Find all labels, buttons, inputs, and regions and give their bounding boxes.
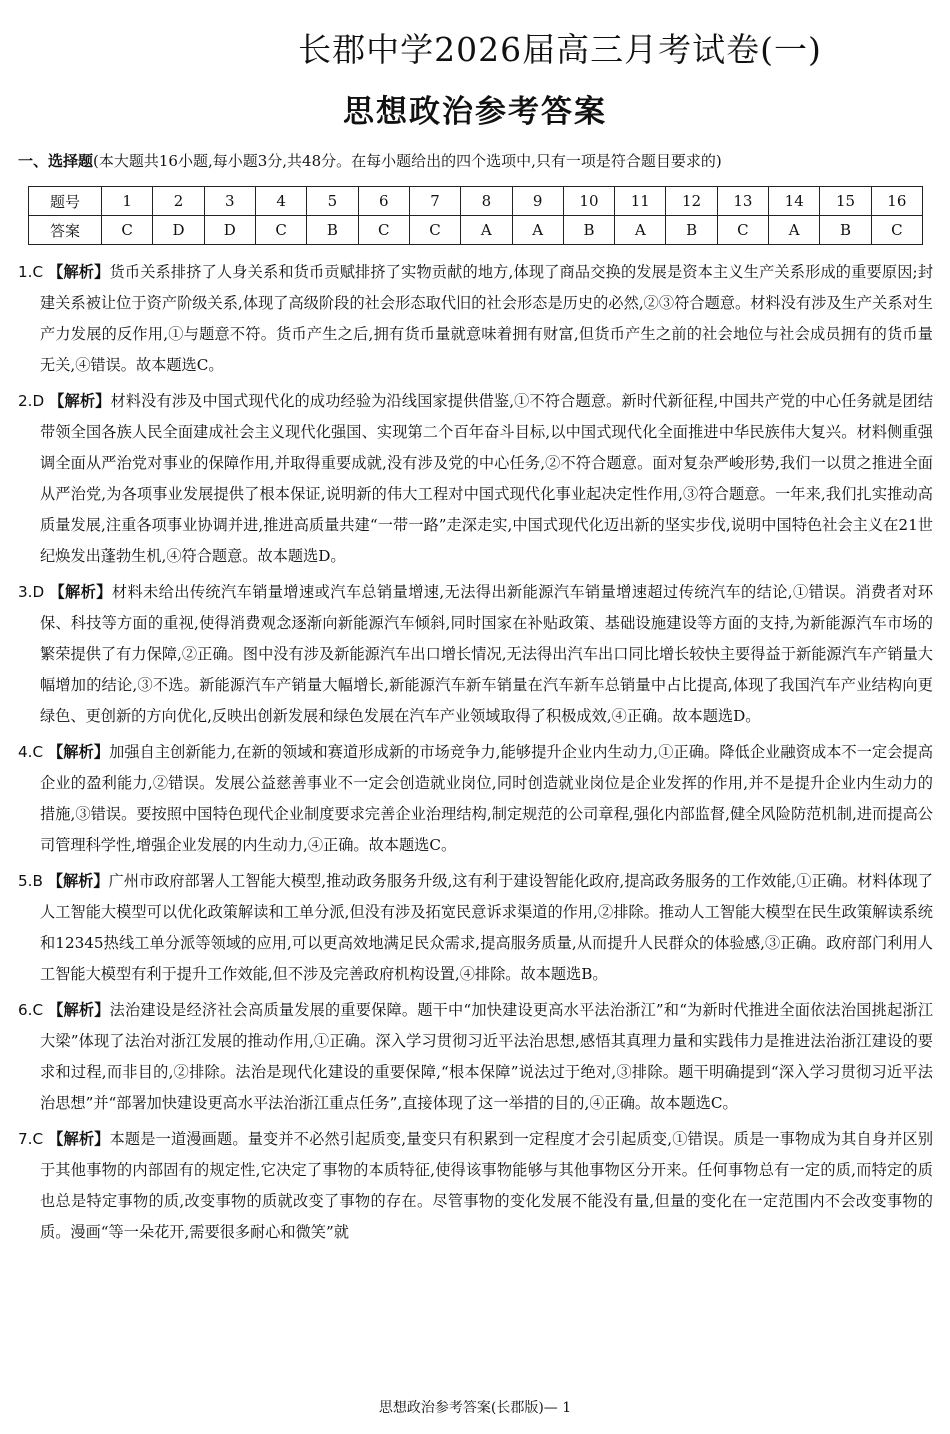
question-number: 1 bbox=[102, 187, 153, 216]
question-number: 11 bbox=[615, 187, 666, 216]
item-text: 本题是一道漫画题。量变并不必然引起质变,量变只有积累到一定程度才会引起质变,①错误。质是一事物成为其自身并区别于其他事物的内部固有的规定性,它决定了事物的本质特征,使得该事物能够与其他事物区分开来。任何事物总有一定的质,而特定的质也总是特定事物的质,改变事物的质就改变了事物的存在。尽管事物的变化发展不能没有量,但量的变化在一定范围内不会改变事物的质。漫画“等一朵花开,需要很多耐心和微笑”就 bbox=[40, 1130, 934, 1241]
question-number: 5 bbox=[307, 187, 358, 216]
answer-table bbox=[28, 186, 923, 245]
section-heading-label: 一、选择题 bbox=[18, 152, 94, 170]
analysis-tag: 【解析】 bbox=[48, 263, 110, 281]
analysis-tag: 【解析】 bbox=[48, 743, 110, 761]
explanation-item bbox=[18, 386, 933, 572]
question-number: 13 bbox=[717, 187, 768, 216]
item-text: 材料未给出传统汽车销量增速或汽车总销量增速,无法得出新能源汽车销量增速超过传统汽车的结论,①错误。消费者对环保、科技等方面的重视,使得消费观念逐渐向新能源汽车倾斜,同时国家在补贴政策、基础设施建设等方面的支持,为新能源汽车市场的繁荣提供了有力保障,②正确。图中没有涉及新能源汽车出口增长情况,无法得出汽车出口同比增长较快主要得益于新能源汽车产销量大幅增加的结论,③不选。新能源汽车产销量大幅增长,新能源汽车新车销量在汽车新车总销量中占比提高,体现了我国汽车产业结构向更绿色、更创新的方向优化,反映出创新发展和绿色发展在汽车产业领域取得了积极成效,④正确。故本题选D。 bbox=[40, 583, 934, 725]
exam-title: 长郡中学2026届高三月考试卷(一) bbox=[298, 30, 822, 69]
analysis-tag: 【解析】 bbox=[49, 392, 111, 410]
item-prefix: 2.D bbox=[18, 392, 45, 410]
analysis-tag: 【解析】 bbox=[47, 872, 109, 890]
item-text: 材料没有涉及中国式现代化的成功经验为沿线国家提供借鉴,①不符合题意。新时代新征程,中国共产党的中心任务就是团结带领全国各族人民全面建成社会主义现代化强国、实现第二个百年奋斗目标,以中国式现代化全面推进中华民族伟大复兴。材料侧重强调全面从严治党对事业的保障作用,并取得重要成就,没有涉及党的中心任务,②不符合题意。面对复杂严峻形势,我们一以贯之推进全面从严治党,为各项事业发展提供了根本保证,说明新的伟大工程对中国式现代化事业起决定性作用,③符合题意。一年来,我们扎实推动高质量发展,注重各项事业协调并进,推进高质量共建“一带一路”走深走实,中国式现代化迈出新的坚实步伐,说明中国特色社会主义在21世纪焕发出蓬勃生机,④符合题意。故本题选D。 bbox=[40, 392, 934, 565]
item-text: 广州市政府部署人工智能大模型,推动政务服务升级,这有利于建设智能化政府,提高政务服务的工作效能,①正确。材料体现了人工智能大模型可以优化政策解读和工单分派,但没有涉及拓宽民意诉求渠道的作用,②排除。推动人工智能大模型在民生政策解读系统和12345热线工单分派等领域的应用,可以更高效地满足民众需求,提高服务质量,从而提升人民群众的体验感,③正确。政府部门利用人工智能大模型有利于提升工作效能,但不涉及完善政府机构设置,④排除。故本题选B。 bbox=[40, 872, 934, 983]
question-number: 6 bbox=[358, 187, 409, 216]
answer-cell: B bbox=[820, 216, 871, 245]
question-number: 15 bbox=[820, 187, 871, 216]
analysis-tag: 【解析】 bbox=[48, 1001, 110, 1019]
item-text: 加强自主创新能力,在新的领域和赛道形成新的市场竞争力,能够提升企业内生动力,①正确。降低企业融资成本不一定会提高企业的盈利能力,②错误。发展公益慈善事业不一定会创造就业岗位,同时创造就业岗位是企业发挥的作用,并不是提升企业内生动力的措施,③错误。要按照中国特色现代企业制度要求完善企业治理结构,制定规范的公司章程,强化内部监督,健全风险防范机制,进而提高公司管理科学性,增强企业发展的内生动力,④正确。故本题选C。 bbox=[40, 743, 934, 854]
answer-cell: B bbox=[666, 216, 717, 245]
question-number: 9 bbox=[512, 187, 563, 216]
answer-cell: D bbox=[204, 216, 255, 245]
answer-cell: C bbox=[717, 216, 768, 245]
item-prefix: 7.C bbox=[18, 1130, 44, 1148]
explanation-item bbox=[18, 866, 933, 990]
question-number: 7 bbox=[409, 187, 460, 216]
question-number: 10 bbox=[563, 187, 614, 216]
explanation-item bbox=[18, 257, 933, 381]
answer-cell: C bbox=[102, 216, 153, 245]
question-number: 16 bbox=[871, 187, 922, 216]
answer-cell: A bbox=[615, 216, 666, 245]
item-prefix: 1.C bbox=[18, 263, 44, 281]
explanation-list bbox=[18, 257, 933, 1248]
answer-cell: B bbox=[307, 216, 358, 245]
explanation-item bbox=[18, 1124, 933, 1248]
section-heading-note: (本大题共16小题,每小题3分,共48分。在每小题给出的四个选项中,只有一项是符合题目要求的) bbox=[93, 152, 722, 170]
question-number: 3 bbox=[204, 187, 255, 216]
answer-cell: C bbox=[871, 216, 922, 245]
explanation-item bbox=[18, 995, 933, 1119]
explanation-item bbox=[18, 737, 933, 861]
item-prefix: 5.B bbox=[18, 872, 43, 890]
question-number: 2 bbox=[153, 187, 204, 216]
answer-table-answer-row bbox=[29, 216, 923, 245]
question-number: 8 bbox=[461, 187, 512, 216]
answer-cell: C bbox=[409, 216, 460, 245]
item-text: 法治建设是经济社会高质量发展的重要保障。题干中“加快建设更高水平法治浙江”和“为新时代推进全面依法治国挑起浙江大梁”体现了法治对浙江发展的推动作用,①正确。深入学习贯彻习近平法治思想,感悟其真理力量和实践伟力是推进法治浙江建设的要求和过程,而非目的,②排除。法治是现代化建设的重要保障,“根本保障”说法过于绝对,③排除。题干明确提到“深入学习贯彻习近平法治思想”并“部署加快建设更高水平法治浙江重点任务”,直接体现了这一举措的目的,④正确。故本题选C。 bbox=[40, 1001, 934, 1112]
answer-cell: C bbox=[255, 216, 306, 245]
analysis-tag: 【解析】 bbox=[49, 583, 112, 601]
answer-cell: A bbox=[461, 216, 512, 245]
question-number: 12 bbox=[666, 187, 717, 216]
question-number: 14 bbox=[769, 187, 820, 216]
analysis-tag: 【解析】 bbox=[48, 1130, 110, 1148]
answer-cell: C bbox=[358, 216, 409, 245]
answer-cell: B bbox=[563, 216, 614, 245]
section-heading bbox=[18, 150, 938, 171]
page-footer: 思想政治参考答案(长郡版)— 1 bbox=[378, 1400, 572, 1416]
item-text: 货币关系排挤了人身关系和货币贡赋排挤了实物贡献的地方,体现了商品交换的发展是资本主义生产关系形成的重要原因;封建关系被让位于资产阶级关系,体现了高级阶段的社会形态取代旧的社会形态是历史的必然,②③符合题意。材料没有涉及生产关系对生产力发展的反作用,①与题意不符。货币产生之后,拥有货币量就意味着拥有财富,但货币产生之前的社会地位与社会成员拥有的货币量无关,④错误。故本题选C。 bbox=[40, 263, 934, 374]
answer-cell: A bbox=[512, 216, 563, 245]
item-prefix: 4.C bbox=[18, 743, 44, 761]
item-prefix: 6.C bbox=[18, 1001, 44, 1019]
row-label-number: 题号 bbox=[29, 187, 102, 216]
answer-cell: D bbox=[153, 216, 204, 245]
explanation-item bbox=[18, 577, 933, 732]
answer-table-number-row bbox=[29, 187, 923, 216]
question-number: 4 bbox=[255, 187, 306, 216]
item-prefix: 3.D bbox=[18, 583, 45, 601]
answer-cell: A bbox=[769, 216, 820, 245]
row-label-answer: 答案 bbox=[29, 216, 102, 245]
answer-key-subtitle: 思想政治参考答案 bbox=[343, 94, 607, 130]
